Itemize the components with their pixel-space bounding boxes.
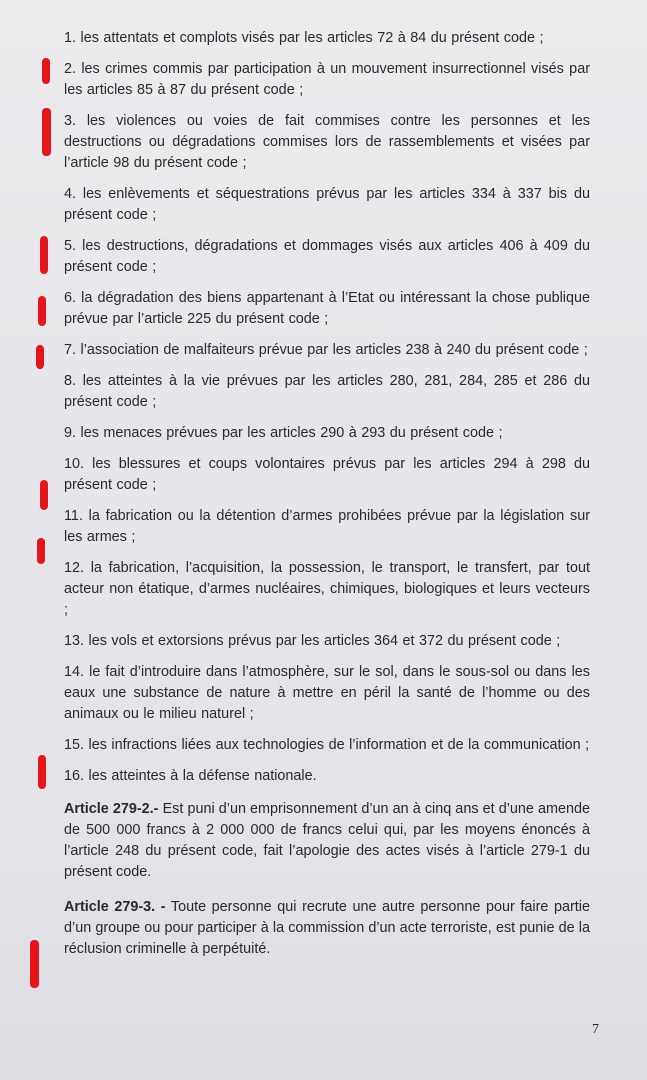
list-item: 1. les attentats et complots visés par les articles 72 à 84 du présent code ; (64, 30, 544, 46)
list-item: 11. la fabrication ou la détention d’armes prohibées prévue par la législation sur les armes ; (64, 508, 590, 545)
list-item: 6. la dégradation des biens appartenant à l’Etat ou intéressant la chose publique prévue par l’article 225 du présent code ; (64, 290, 590, 327)
list-item: 14. le fait d’introduire dans l’atmosphère, sur le sol, dans le sous-sol ou dans les eaux une substance de nature à mettre en péril la santé de l’homme ou des animaux ou le milieu naturel ; (64, 664, 590, 722)
margin-mark (42, 108, 51, 156)
list-item: 3. les violences ou voies de fait commises contre les personnes et les destructions ou dégradations commises lors de rassemblements et visées par l’article 98 du présent code ; (64, 113, 590, 171)
list-item: 10. les blessures et coups volontaires prévus par les articles 294 à 298 du présent code ; (64, 456, 590, 493)
list-item: 13. les vols et extorsions prévus par les articles 364 et 372 du présent code ; (64, 633, 561, 649)
list-item: 4. les enlèvements et séquestrations prévus par les articles 334 à 337 bis du présent code ; (64, 186, 590, 223)
margin-mark (36, 345, 44, 369)
list-item: 5. les destructions, dégradations et dommages visés aux articles 406 à 409 du présent code ; (64, 238, 590, 275)
margin-mark (37, 538, 45, 564)
list-item: 2. les crimes commis par participation à un mouvement insurrectionnel visés par les articles 85 à 87 du présent code ; (64, 61, 590, 98)
margin-mark (42, 58, 50, 84)
list-item: 15. les infractions liées aux technologies de l’information et de la communication ; (64, 737, 590, 753)
list-item: 12. la fabrication, l’acquisition, la possession, le transport, le transfert, par tout acteur non étatique, d’armes nucléaires, chimiques, biologiques et leurs vecteurs ; (64, 560, 590, 618)
list-item: 9. les menaces prévues par les articles 290 à 293 du présent code ; (64, 425, 503, 441)
article-heading: Article 279-2.- (64, 801, 159, 817)
list-item: 8. les atteintes à la vie prévues par les articles 280, 281, 284, 285 et 286 du présent code ; (64, 373, 590, 410)
margin-mark (40, 480, 48, 510)
article-heading: Article 279-3. - (64, 899, 166, 915)
article-279-2 (64, 799, 590, 883)
margin-mark (40, 236, 48, 274)
article-text: Est puni d’un emprisonnement d’un an à cinq ans et d’une amende de 500 000 francs à 2 000 000 de francs celui qui, par les moyens énoncés à l’article 248 du présent code, fait l’apologie des actes visés à l’article 279-1 du présent code. (64, 801, 591, 880)
page-number: 7 (592, 1022, 599, 1037)
margin-mark (38, 755, 46, 789)
margin-mark (30, 940, 39, 988)
article-279-3 (64, 897, 590, 960)
margin-mark (38, 296, 46, 326)
list-item: 7. l’association de malfaiteurs prévue par les articles 238 à 240 du présent code ; (64, 342, 588, 358)
list-item: 16. les atteintes à la défense nationale. (64, 768, 317, 784)
document-body (64, 28, 590, 974)
article-text: Toute personne qui recrute une autre personne pour faire partie d’un groupe ou pour participer à la commission d’un acte terroriste, est punie de la réclusion criminelle à perpétuité. (64, 899, 590, 957)
